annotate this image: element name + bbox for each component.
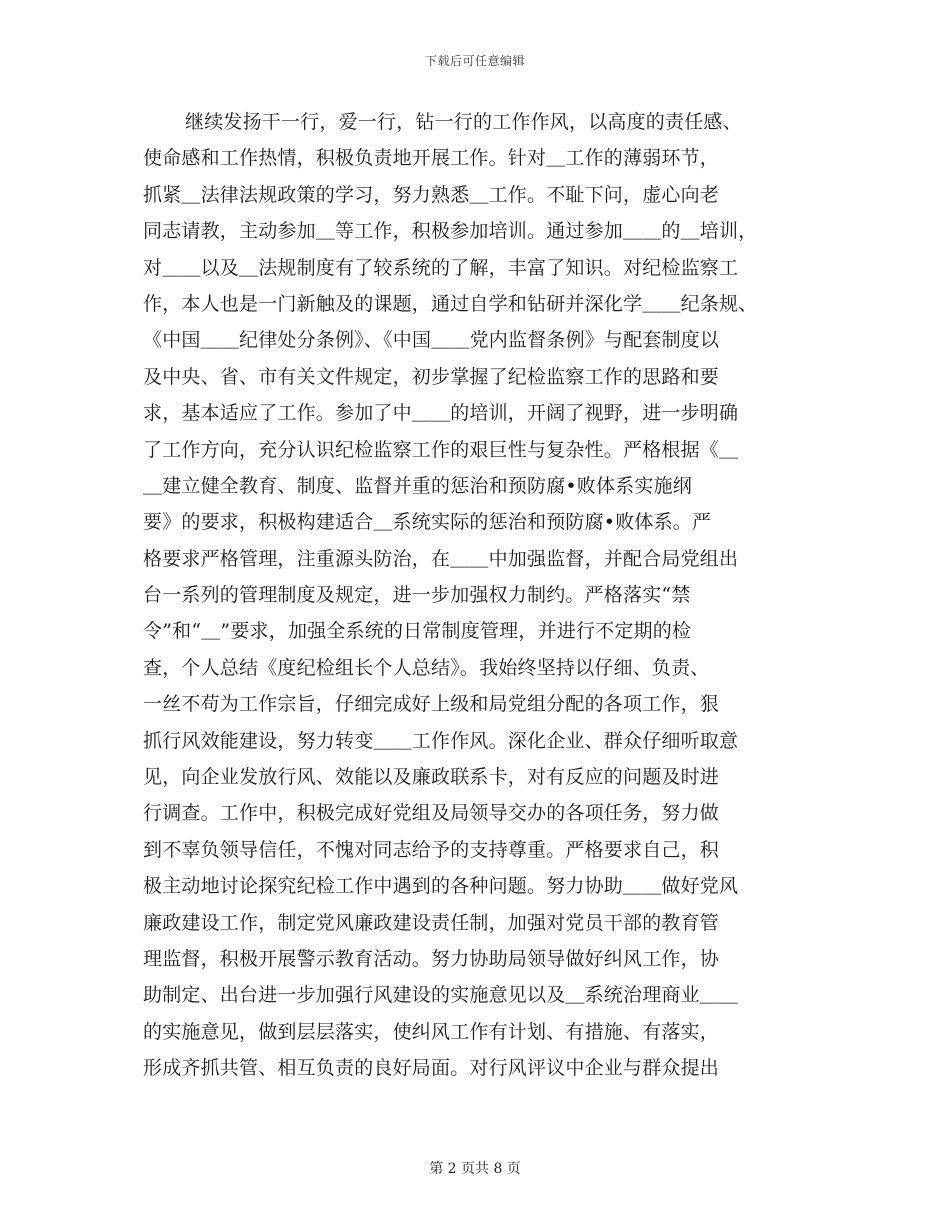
text-line: ＿建立健全教育、制度、监督并重的惩治和预防腐•败体系实施纲 — [143, 474, 693, 497]
text-line: 求，基本适应了工作。参加了中＿＿的培训，开阔了视野，进一步明确 — [143, 402, 739, 425]
page-number: 第 2 页共 8 页 — [429, 1161, 521, 1177]
text-line: 抓紧＿法律法规政策的学习，努力熟悉＿工作。不耻下问，虚心向老 — [143, 183, 720, 206]
text-line: 查，个人总结《度纪检组长个人总结》。我始终坚持以仔细、负责、 — [143, 656, 710, 679]
text-line: 一丝不苟为工作宗旨，仔细完成好上级和局党组分配的各项工作，狠 — [143, 693, 720, 716]
text-line: 助制定、出台进一步加强行风建设的实施意见以及＿系统治理商业＿＿ — [143, 984, 739, 1007]
text-line: 的实施意见，做到层层落实，使纠风工作有计划、有措施、有落实， — [143, 1020, 720, 1043]
body-paragraph — [143, 104, 823, 1087]
text-line: 行调查。工作中，积极完成好党组及局领导交办的各项任务，努力做 — [143, 802, 720, 825]
text-line: 见，向企业发放行风、效能以及廉政联系卡，对有反应的问题及时进 — [143, 766, 720, 789]
text-line: 令”和“＿”要求，加强全系统的日常制度管理，并进行不定期的检 — [143, 620, 692, 643]
text-line: 及中央、省、市有关文件规定，初步掌握了纪检监察工作的思路和要 — [143, 365, 720, 388]
text-line: 作，本人也是一门新触及的课题，通过自学和钻研并深化学＿＿纪条规、 — [143, 292, 758, 315]
text-line: 了工作方向，充分认识纪检监察工作的艰巨性与复杂性。严格根据《＿ — [143, 438, 739, 461]
text-line: 对＿＿以及＿法规制度有了较系统的了解，丰富了知识。对纪检监察工 — [143, 256, 739, 279]
text-line: 同志请教，主动参加＿等工作，积极参加培训。通过参加＿＿的＿培训， — [143, 220, 758, 243]
text-line: 到不辜负领导信任，不愧对同志给予的支持尊重。严格要求自己，积 — [143, 838, 720, 861]
text-line: 理监督，积极开展警示教育活动。努力协助局领导做好纠风工作，协 — [143, 947, 720, 970]
text-line: 格要求严格管理，注重源头防治，在＿＿中加强监督，并配合局党组出 — [143, 547, 739, 570]
text-line: 廉政建设工作，制定党风廉政建设责任制，加强对党员干部的教育管 — [143, 911, 720, 934]
text-line: 《中国＿＿纪律处分条例》、《中国＿＿党内监督条例》与配套制度以 — [143, 329, 720, 352]
text-line: 极主动地讨论探究纪检工作中遇到的各种问题。努力协助＿＿做好党风 — [143, 875, 739, 898]
page-header-note: 下载后可任意编辑 — [424, 54, 525, 68]
text-line: 形成齐抓共管、相互负责的良好局面。对行风评议中企业与群众提出 — [143, 1057, 720, 1080]
text-line: 使命感和工作热情，积极负责地开展工作。针对＿工作的薄弱环节， — [143, 147, 720, 170]
text-line: 抓行风效能建设，努力转变＿＿工作作风。深化企业、群众仔细听取意 — [143, 729, 739, 752]
text-line: 继续发扬干一行，爱一行，钻一行的工作作风，以高度的责任感、 — [185, 111, 742, 133]
text-line: 台一系列的管理制度及规定，进一步加强权力制约。严格落实“禁 — [143, 584, 691, 607]
text-line: 要》的要求，积极构建适合＿系统实际的惩治和预防腐•败体系。严 — [143, 511, 712, 534]
